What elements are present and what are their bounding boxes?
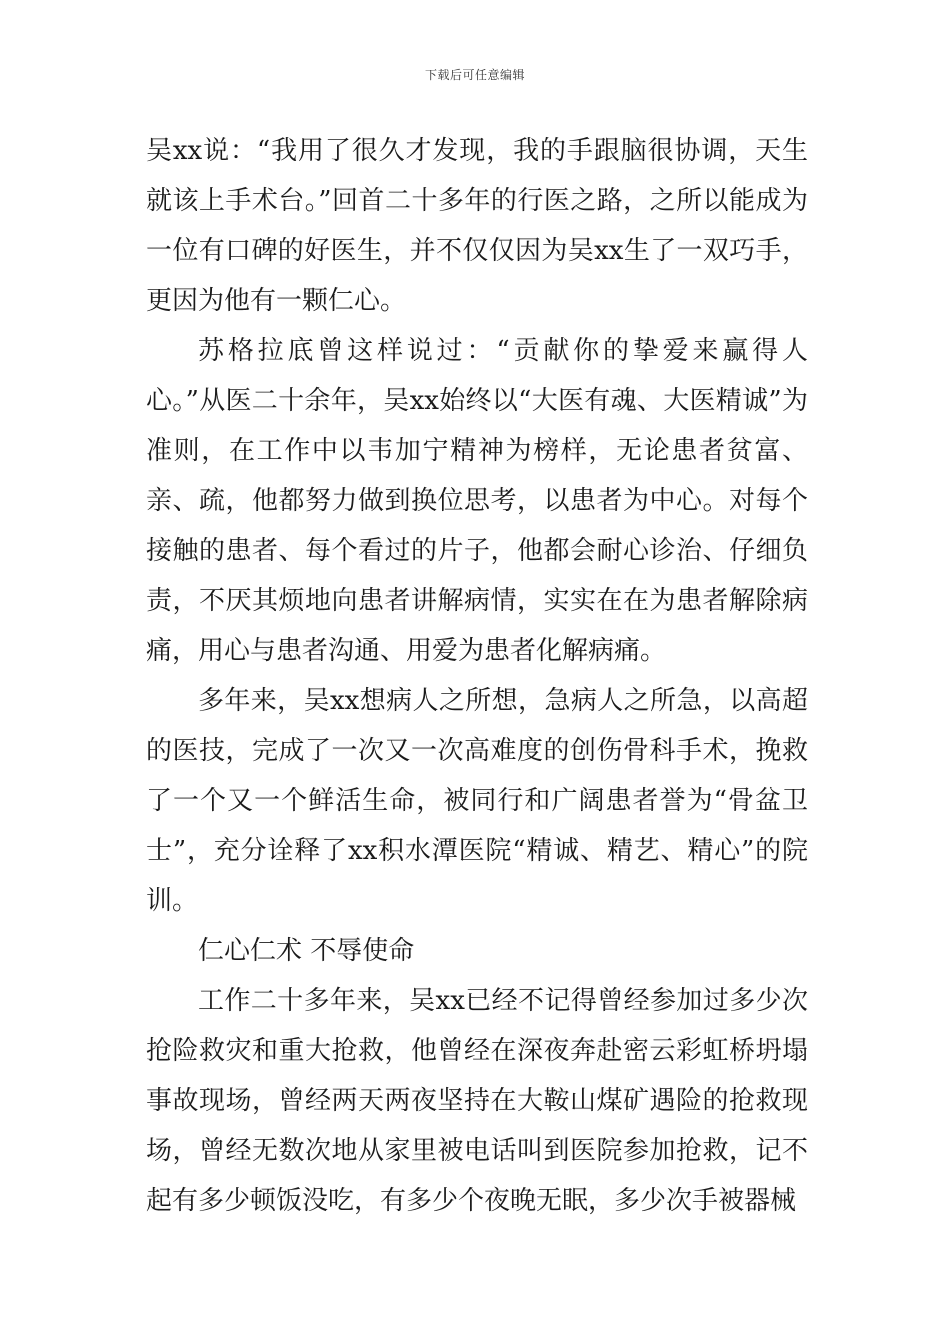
paragraph-3: 多年来，吴xx想病人之所想，急病人之所急，以高超的医技，完成了一次又一次高难度的创伤骨科手术，挽救了一个又一个鲜活生命，被同行和广阔患者誉为“骨盆卫士”，充分诠释了xx积水潭医院“精诚、精艺、精心”的院训。 [146, 686, 808, 916]
section-heading: 仁心仁术 不辱使命 [198, 936, 415, 966]
paragraph-1: 吴xx说：“我用了很久才发现，我的手跟脑很协调，天生就该上手术台。”回首二十多年的行医之路，之所以能成为一位有口碑的好医生，并不仅仅因为吴xx生了一双巧手，更因为他有一颗仁心。 [146, 136, 808, 316]
paragraph-2: 苏格拉底曾这样说过：“贡献你的挚爱来赢得人心。”从医二十余年，吴xx始终以“大医有魂、大医精诚”为准则，在工作中以韦加宁精神为榜样，无论患者贫富、亲、疏，他都努力做到换位思考，以患者为中心。对每个接触的患者、每个看过的片子，他都会耐心诊治、仔细负责，不厌其烦地向患者讲解病情，实实在在为患者解除病痛，用心与患者沟通、用爱为患者化解病痛。 [146, 336, 808, 666]
document-body [146, 126, 808, 1226]
paragraph-4: 工作二十多年来，吴xx已经不记得曾经参加过多少次抢险救灾和重大抢救，他曾经在深夜奔赴密云彩虹桥坍塌事故现场，曾经两天两夜坚持在大鞍山煤矿遇险的抢救现场，曾经无数次地从家里被电话叫到医院参加抢救，记不起有多少顿饭没吃，有多少个夜晚无眠，多少次手被器械 [146, 986, 808, 1216]
header-note: 下载后可任意编辑 [424, 68, 525, 82]
